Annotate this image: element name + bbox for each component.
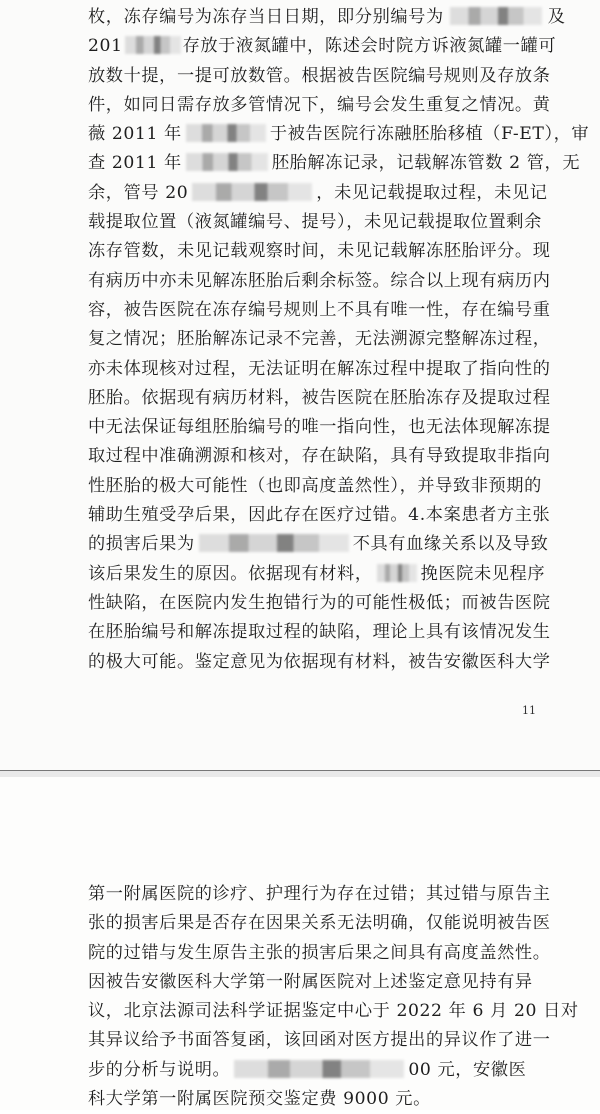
text-line: 性胚胎的极大可能性（也即高度盖然性），并导致非预期的 [88,475,542,496]
page-12-body-text [88,880,579,1114]
text-line: 冻存管数，未见记载观察时间，未见记载解冻胚胎评分。现 [88,241,551,262]
text-line: 性缺陷，在医院内发生抱错行为的可能性极低；而被告医院 [88,592,551,613]
text-line: 薇 2011 年 于被告医院行冻融胚胎移植（F-ET），审 [88,124,590,145]
page-11-body-text [88,3,590,677]
text-line: 201 存放于液氮罐中，陈述会时院方诉液氮罐一罐可 [88,36,557,57]
text-line: 复之情况；胚胎解冻记录不完善，无法溯源完整解冻过程， [88,329,551,350]
text-line: 亦未体现核对过程，无法证明在解冻过程中提取了指向性的 [88,358,551,379]
text-line: 载提取位置（液氮罐编号、提号），未见记载提取位置剩余 [88,212,542,233]
text-line: 的损害后果为 不具有血缘关系以及导致 [88,534,549,555]
text-line: 放数十提，一提可放数管。根据被告医院编号规则及存放条 [88,65,551,86]
text-line: 的极大可能。鉴定意见为依据现有材料，被告安徽医科大学 [88,651,551,672]
redaction-mosaic [450,7,542,25]
text-line: 第一附属医院的诊疗、护理行为存在过错；其过错与原告主 [88,884,551,904]
text-line: 步的分析与说明。 00 元，安徽医 [88,1059,527,1080]
text-line: 因被告安徽医科大学第一附属医院对上述鉴定意见持有异 [88,971,533,992]
redaction-mosaic [377,564,417,582]
text-line: 张的损害后果是否存在因果关系无法明确，仅能说明被告医 [88,913,551,934]
text-line: 胚胎。依据现有病历材料，被告医院在胚胎冻存及提取过程 [88,387,551,408]
text-line: 在胚胎编号和解冻提取过程的缺陷，理论上具有该情况发生 [88,622,551,643]
text-line: 枚，冻存编号为冻存当日日期，即分别编号为 及 [88,7,566,27]
text-line: 辅助生殖受孕后果，因此存在医疗过错。4.本案患者方主张 [88,505,551,526]
text-line: 查 2011 年 胚胎解冻记录，记载解冻管数 2 管，无 [88,153,581,174]
text-line: 取过程中准确溯源和核对，存在缺陷，具有导致提取非指向 [88,446,551,467]
redaction-mosaic [125,36,181,54]
text-line: 议，北京法源司法科学证据鉴定中心于 2022 年 6 月 20 日对 [88,1001,579,1022]
text-line: 该后果发生的原因。依据现有材料， 挽医院未见程序 [88,563,546,584]
text-line: 科大学第一附属医院预交鉴定费 9000 元。 [88,1089,431,1110]
redaction-mosaic [234,1060,404,1078]
text-line: 其异议给予书面答复函，该回函对医方提出的异议作了进一 [88,1030,551,1051]
text-line: 件，如同日需存放多管情况下，编号会发生重复之情况。黄 [88,94,551,115]
text-line: 中无法保证每组胚胎编号的唯一指向性，也无法体现解冻提 [88,417,551,438]
redaction-mosaic [186,153,268,171]
text-line: 容，被告医院在冻存编号规则上不具有唯一性，存在编号重 [88,299,551,320]
text-line: 院的过错与发生原告主张的损害后果之间具有高度盖然性。 [88,942,551,963]
redaction-mosaic [199,534,349,552]
redaction-mosaic [192,183,312,201]
text-line: 有病历中亦未见解冻胚胎后剩余标签。综合以上现有病历内 [88,270,551,291]
redaction-mosaic [186,124,266,142]
text-line: 余，管号 20 ，未见记载提取过程，未见记 [88,182,548,203]
page-number: 11 [522,704,536,717]
